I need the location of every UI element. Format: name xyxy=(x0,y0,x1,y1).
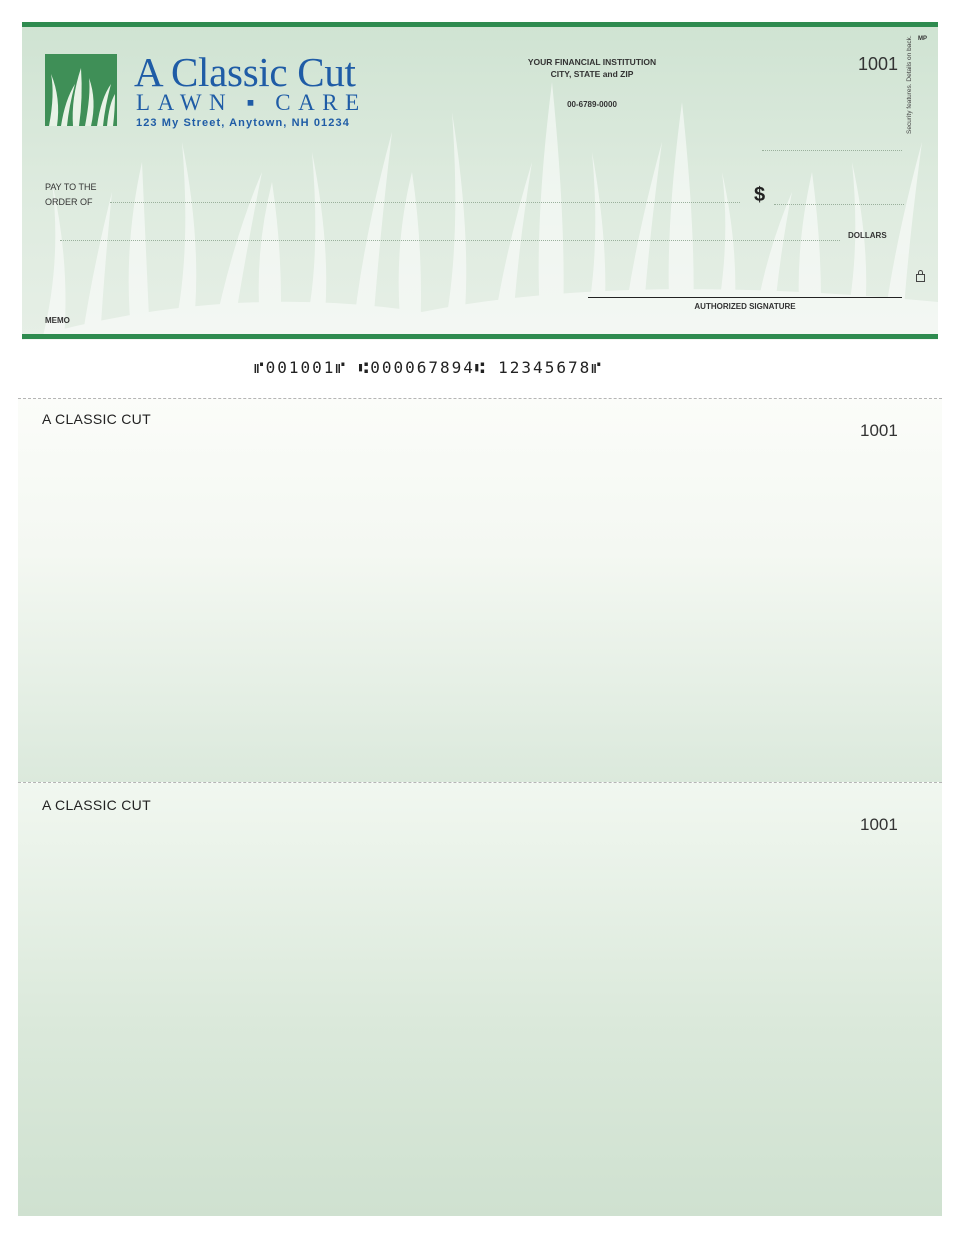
dollar-sign: $ xyxy=(754,184,766,206)
date-line[interactable] xyxy=(762,150,902,151)
logo-grass-icon xyxy=(45,54,117,126)
stub-check-number: 1001 xyxy=(860,421,898,440)
stub-company-name: A CLASSIC CUT xyxy=(42,411,151,427)
dollars-label: DOLLARS xyxy=(848,231,887,240)
stub-company-name: A CLASSIC CUT xyxy=(42,797,151,813)
signature-label: AUTHORIZED SIGNATURE xyxy=(694,302,796,311)
pay-to-label-line2: ORDER OF xyxy=(45,197,93,207)
company-name: A Classic Cut xyxy=(134,49,356,95)
routing-fraction: 00-6789-0000 xyxy=(567,100,617,109)
security-features-note: Security features. Details on back. xyxy=(906,35,913,134)
check-number: 1001 xyxy=(858,54,899,74)
voucher-stub xyxy=(18,399,942,782)
micr-line: ⑈001001⑈ ⑆000067894⑆ 12345678⑈ xyxy=(254,358,603,377)
bank-info xyxy=(502,56,682,80)
bank-location: CITY, STATE and ZIP xyxy=(550,69,634,79)
pay-to-label-line1: PAY TO THE xyxy=(45,182,97,192)
signature-line[interactable] xyxy=(588,297,902,298)
amount-words-line[interactable] xyxy=(60,240,840,241)
amount-line[interactable] xyxy=(774,204,904,205)
company-subtitle: LAWN ▪ CARE xyxy=(136,90,367,115)
pay-to-label xyxy=(45,180,97,210)
check-bottom-border xyxy=(22,334,938,339)
check xyxy=(22,22,938,340)
memo-label: MEMO xyxy=(45,316,70,325)
mp-mark: MP xyxy=(918,36,927,42)
check-page xyxy=(18,22,942,1216)
company-address: 123 My Street, Anytown, NH 01234 xyxy=(136,117,350,129)
bank-name: YOUR FINANCIAL INSTITUTION xyxy=(527,57,657,67)
padlock-icon xyxy=(916,274,925,282)
voucher-stub xyxy=(18,783,942,1216)
payee-line[interactable] xyxy=(110,202,740,203)
stub-check-number: 1001 xyxy=(860,815,898,834)
